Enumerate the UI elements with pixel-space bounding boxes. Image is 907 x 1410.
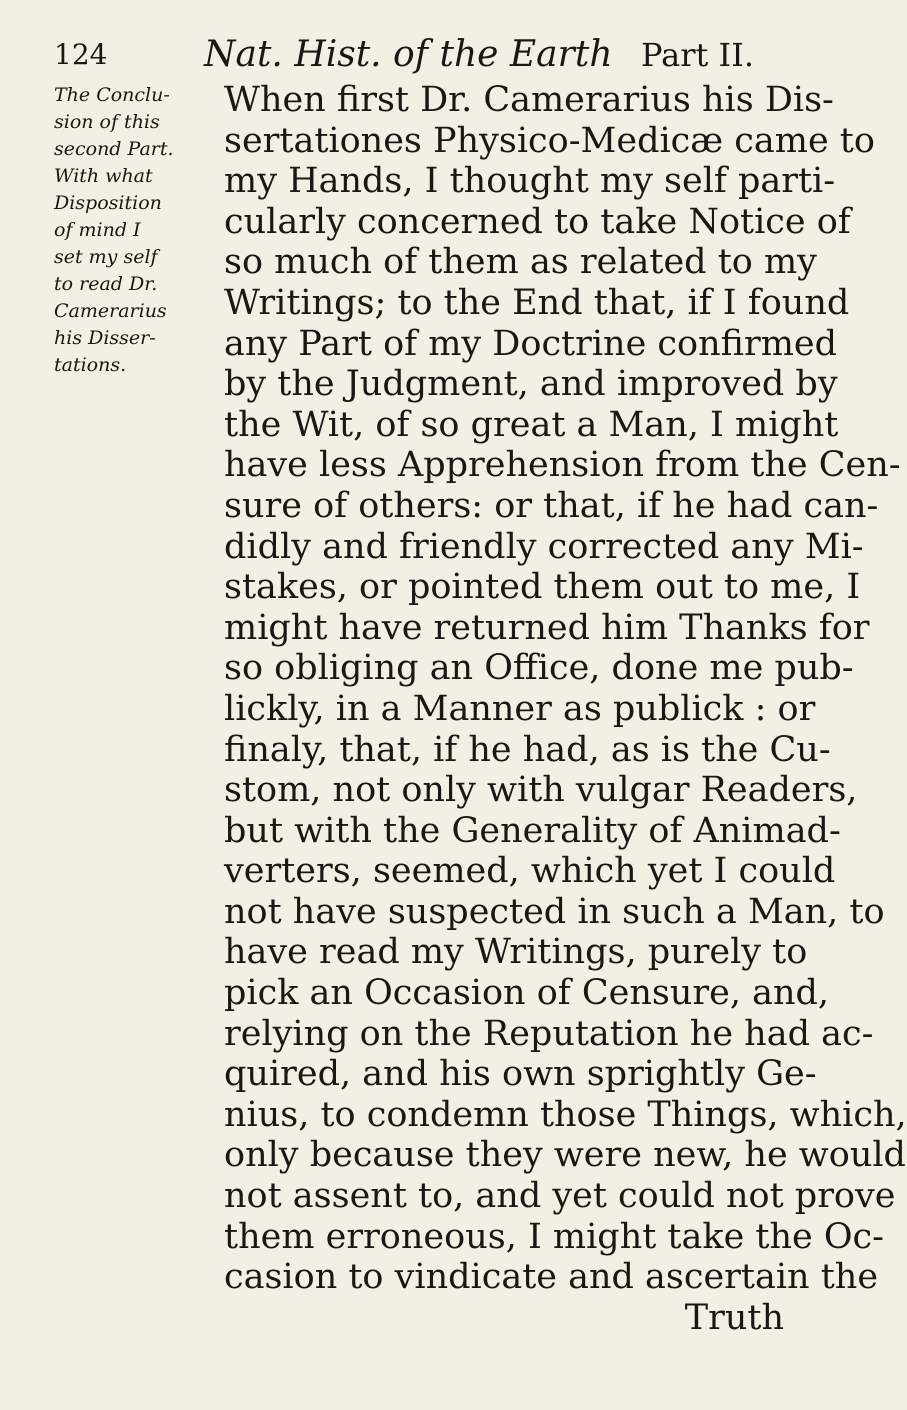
body-paragraph: [224, 80, 907, 1338]
marginal-note: [54, 82, 224, 379]
margin-note-line: Disposition: [54, 192, 162, 214]
text-line: pick an Occasion of Censure, and,: [224, 973, 830, 1014]
margin-note-line: set my self: [54, 246, 158, 268]
text-line: Writings; to the End that, if I found: [224, 282, 850, 323]
text-line: only because they were new, he would: [224, 1135, 906, 1176]
text-line: stom, not only with vulgar Readers,: [224, 770, 858, 811]
page-header: [54, 34, 754, 82]
text-line: nius, to condemn those Things, which,: [224, 1094, 907, 1135]
text-line: them erroneous, I might take the Oc-: [224, 1216, 884, 1257]
part-label: Part II.: [641, 36, 754, 74]
text-line: have less Apprehension from the Cen-: [224, 445, 901, 486]
text-line: any Part of my Doctrine confirmed: [224, 323, 838, 364]
running-head: Nat. Hist. of the Earth: [204, 34, 613, 75]
margin-note-line: tations.: [54, 354, 127, 376]
margin-note-line: sion of this: [54, 111, 160, 133]
text-line: lickly, in a Manner as publick : or: [224, 688, 816, 729]
margin-note-line: to read Dr.: [54, 273, 158, 295]
margin-note-line: With what: [54, 165, 153, 187]
text-line: sertationes Physico-Medicæ came to: [224, 120, 875, 161]
margin-note-line: his Disser-: [54, 327, 156, 349]
text-line: When first Dr. Camerarius his Dis-: [224, 80, 834, 120]
margin-note-line: of mind I: [54, 219, 141, 241]
text-line: might have returned him Thanks for: [224, 607, 870, 648]
text-line: cularly concerned to take Notice of: [224, 201, 851, 242]
margin-note-line: second Part.: [54, 138, 174, 160]
text-line: by the Judgment, and improved by: [224, 364, 838, 405]
text-line: stakes, or pointed them out to me, I: [224, 567, 861, 608]
page-number: 124: [54, 38, 108, 71]
margin-note-line: Camerarius: [54, 300, 167, 322]
text-line: but with the Generality of Animad-: [224, 810, 841, 851]
text-line: not have suspected in such a Man, to: [224, 891, 885, 932]
text-line: casion to vindicate and ascertain the: [224, 1257, 879, 1298]
text-line: so much of them as related to my: [224, 242, 817, 283]
text-line: finaly, that, if he had, as is the Cu-: [224, 729, 831, 770]
text-line: have read my Writings, purely to: [224, 932, 808, 973]
text-line: didly and friendly corrected any Mi-: [224, 526, 864, 567]
text-line: so obliging an Office, done me pub-: [224, 648, 854, 689]
text-line: the Wit, of so great a Man, I might: [224, 404, 839, 445]
text-line: verters, seemed, which yet I could: [224, 851, 836, 892]
text-line: relying on the Reputation he had ac-: [224, 1013, 874, 1054]
catchword: Truth: [684, 1297, 784, 1338]
text-line: not assent to, and yet could not prove: [224, 1176, 896, 1217]
text-line: my Hands, I thought my self parti-: [224, 161, 836, 202]
margin-note-line: The Conclu-: [54, 84, 170, 106]
text-line: sure of others: or that, if he had can-: [224, 485, 879, 526]
text-line: quired, and his own sprightly Ge-: [224, 1054, 817, 1095]
